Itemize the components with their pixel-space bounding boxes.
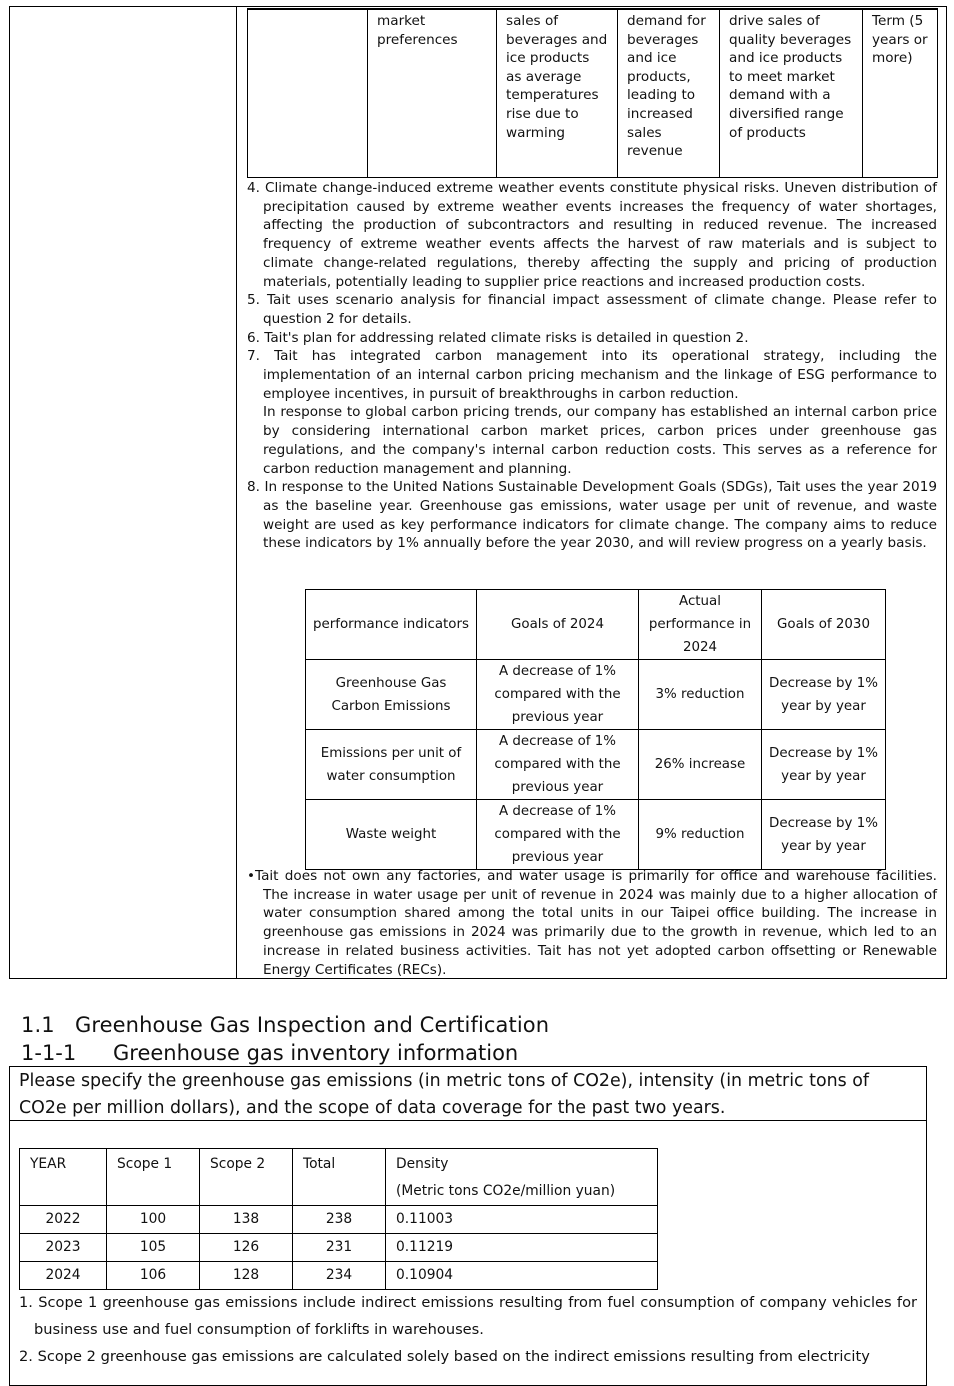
ghg-header-density — [386, 1149, 658, 1206]
table-row — [306, 660, 886, 730]
ghg-density: 0.11003 — [386, 1206, 658, 1234]
kpi-actual-2024: 3% reduction — [639, 660, 762, 730]
kpi-goal-2030: Decrease by 1% year by year — [762, 660, 886, 730]
kpi-header-goals-2030: Goals of 2030 — [762, 590, 886, 660]
section-number: 1.1 — [21, 1013, 55, 1037]
ghg-total: 231 — [293, 1234, 386, 1262]
ghg-notes — [19, 1289, 917, 1370]
density-unit: (Metric tons CO2e/million yuan) — [396, 1183, 616, 1199]
question-divider — [9, 1120, 927, 1121]
ghg-header-total: Total — [293, 1149, 386, 1206]
kpi-indicator: Greenhouse Gas Carbon Emissions — [306, 660, 477, 730]
kpi-header-actual-2024: Actual performance in 2024 — [639, 590, 762, 660]
subsection-title: Greenhouse gas inventory information — [113, 1041, 519, 1065]
risk-factor-cell: market preferences — [368, 9, 497, 178]
section-title: Greenhouse Gas Inspection and Certification — [75, 1013, 550, 1037]
item-4-physical-risks: 4. Climate change-induced extreme weather events constitute physical risks. Uneven distribution of precipitation caused by extreme weather events increases the frequency of water shortages, affecting the production of subcontractors and resulting in reduced revenue. The increased frequency of extreme weather events affects the harvest of raw materials and is subject to climate change-related regulations, thereby affecting the supply and pricing of production materials, potentially leading to supplier price reactions and increased production costs. — [247, 180, 937, 290]
item-6-risk-plan: 6. Tait's plan for addressing related climate risks is detailed in question 2. — [247, 329, 749, 346]
note-scope1: 1. Scope 1 greenhouse gas emissions include indirect emissions resulting from fuel consumption of company vehicles for business use and fuel consumption of forklifts in warehouses. — [19, 1294, 917, 1338]
ghg-scope2: 126 — [200, 1234, 293, 1262]
kpi-goal-2030: Decrease by 1% year by year — [762, 730, 886, 800]
table-row — [20, 1234, 658, 1262]
kpi-goal-2024: A decrease of 1% compared with the previous year — [477, 730, 639, 800]
ghg-year: 2023 — [20, 1234, 107, 1262]
table-row — [306, 730, 886, 800]
kpi-header-goals-2024: Goals of 2024 — [477, 590, 639, 660]
risk-description-cell: sales of beverages and ice products as average temperatures rise due to warming — [497, 9, 618, 178]
section-heading — [21, 1011, 549, 1039]
kpi-indicator: Emissions per unit of water consumption — [306, 730, 477, 800]
kpi-table — [305, 589, 886, 870]
note-scope2: 2. Scope 2 greenhouse gas emissions are calculated solely based on the indirect emissions resulting from electricity — [19, 1348, 870, 1365]
table-row — [20, 1262, 658, 1290]
kpi-actual-2024: 26% increase — [639, 730, 762, 800]
ghg-header-row — [20, 1149, 658, 1206]
kpi-indicator: Waste weight — [306, 800, 477, 870]
ghg-header-scope1: Scope 1 — [107, 1149, 200, 1206]
kpi-actual-2024: 9% reduction — [639, 800, 762, 870]
climate-risk-table — [247, 8, 938, 178]
response-cell: drive sales of quality beverages and ice products to meet market demand with a diversified range of products — [720, 9, 863, 178]
ghg-total: 238 — [293, 1206, 386, 1234]
ghg-scope1: 105 — [107, 1234, 200, 1262]
climate-items — [247, 179, 937, 553]
ghg-scope2: 138 — [200, 1206, 293, 1234]
kpi-goal-2024: A decrease of 1% compared with the previous year — [477, 660, 639, 730]
subsection-heading — [21, 1039, 518, 1067]
ghg-scope2: 128 — [200, 1262, 293, 1290]
ghg-year: 2024 — [20, 1262, 107, 1290]
ghg-year: 2022 — [20, 1206, 107, 1234]
item-8-sdg-targets: 8. In response to the United Nations Sustainable Development Goals (SDGs), Tait uses the year 2019 as the baseline year. Greenhouse gas emissions, water usage per unit of revenue, and waste weight are used as key performance indicators for climate change. The company aims to reduce these indicators by 1% annually before the year 2030, and will review progress on a yearly basis. — [247, 479, 937, 552]
density-label: Density — [396, 1156, 449, 1172]
ghg-header-year: YEAR — [20, 1149, 107, 1206]
item-5-scenario-analysis: 5. Tait uses scenario analysis for financial impact assessment of climate change. Please refer to question 2 for details. — [247, 292, 937, 327]
water-usage-note: •Tait does not own any factories, and water usage is primarily for office and warehouse facilities. The increase in water usage per unit of revenue in 2024 was mainly due to a higher allocation of water consumption shared among the total units in our Taipei office building. The increase in greenhouse gas emissions in 2024 was primarily due to the growth in revenue, which led to an increase in related business activities. Tait has not yet adopted carbon offsetting or Renewable Energy Certificates (RECs). — [247, 868, 937, 978]
table-row — [306, 800, 886, 870]
subsection-number: 1-1-1 — [21, 1041, 77, 1065]
kpi-header-row — [306, 590, 886, 660]
ghg-total: 234 — [293, 1262, 386, 1290]
item-7-carbon-pricing: In response to global carbon pricing trends, our company has established an internal carbon price by considering international carbon market prices, carbon prices under greenhouse gas regulations, and the company's internal carbon reduction costs. This serves as a reference for carbon reduction management and planning. — [263, 404, 937, 477]
risk-category-cell — [248, 9, 368, 178]
ghg-header-scope2: Scope 2 — [200, 1149, 293, 1206]
item-7-carbon-management: 7. Tait has integrated carbon management into its operational strategy, including the implementation of an internal carbon pricing mechanism and the linkage of ESG performance to employee incentives, in pursuit of breakthroughs in carbon reduction. — [247, 348, 937, 402]
ghg-scope1: 100 — [107, 1206, 200, 1234]
outer-table-column-divider — [236, 6, 237, 979]
kpi-goal-2030: Decrease by 1% year by year — [762, 800, 886, 870]
financial-impact-cell: demand for beverages and ice products, leading to increased sales revenue — [618, 9, 720, 178]
ghg-inventory-table — [19, 1148, 658, 1290]
ghg-density: 0.10904 — [386, 1262, 658, 1290]
term-cell: Term (5 years or more) — [863, 9, 938, 178]
table-row — [248, 9, 938, 178]
question-text: Please specify the greenhouse gas emissions (in metric tons of CO2e), intensity (in metric tons of CO2e per million dollars), and the scope of data coverage for the past two years. — [19, 1071, 869, 1118]
ghg-scope1: 106 — [107, 1262, 200, 1290]
kpi-goal-2024: A decrease of 1% compared with the previous year — [477, 800, 639, 870]
ghg-density: 0.11219 — [386, 1234, 658, 1262]
kpi-header-indicator: performance indicators — [306, 590, 477, 660]
table-row — [20, 1206, 658, 1234]
